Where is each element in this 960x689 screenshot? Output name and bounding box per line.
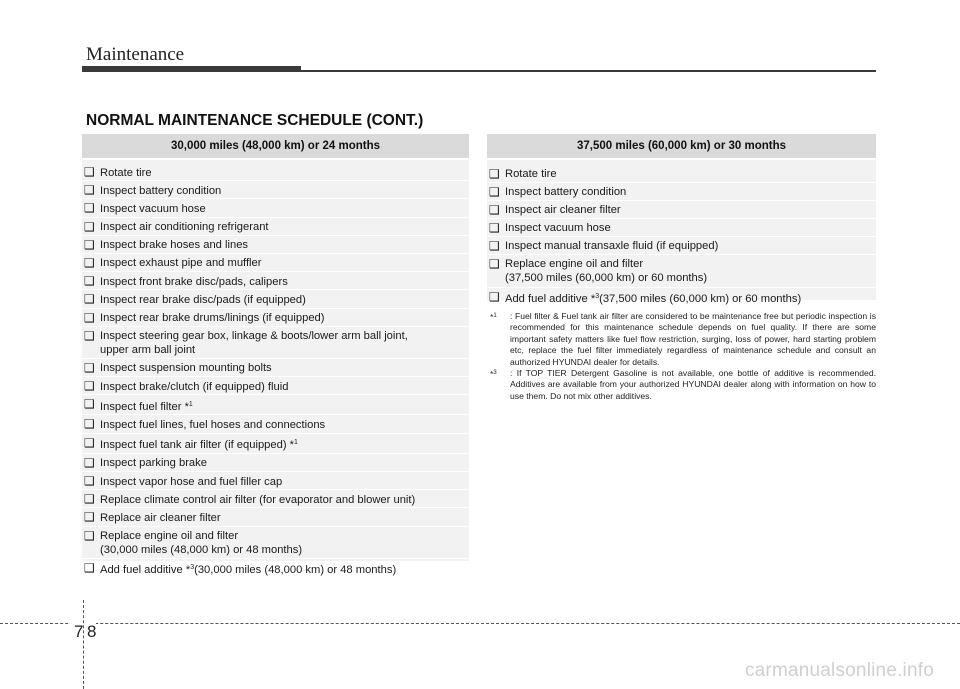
checklist-item	[487, 237, 876, 255]
item-text: Replace engine oil and filter	[505, 258, 644, 271]
item-text: Inspect exhaust pipe and muffler	[100, 257, 262, 270]
footnote-text: : Fuel filter & Fuel tank air filter are considered to be maintenance free but periodic inspection is recommended for this maintenance schedule depends on fuel quality. If there are some important safety matters like fuel flow restriction, surging, loss of power, hard starting problem etc, replace the fuel filter immediately regardless of maintenance schedule and consult an authorized HYUNDAI dealer for details.	[510, 311, 876, 367]
checklist-item	[82, 199, 469, 217]
footnote-mark: *$^1$	[490, 312, 497, 322]
checklist-item	[82, 508, 469, 526]
checklist-item	[487, 183, 876, 201]
checkbox-icon: ❑	[84, 474, 95, 488]
item-text: Inspect fuel filter *	[100, 400, 189, 413]
schedule-37500-panel	[487, 134, 876, 305]
item-text: Inspect front brake disc/pads, calipers	[100, 275, 288, 288]
item-text: Replace engine oil and filter	[100, 530, 239, 543]
item-subtext: upper arm ball joint	[100, 344, 196, 357]
checkbox-icon: ❑	[84, 360, 95, 375]
checklist-item	[82, 359, 469, 377]
item-text: Inspect vapor hose and fuel filler cap	[100, 475, 283, 488]
checklist-item	[82, 254, 469, 272]
item-text: Inspect fuel tank air filter (if equipped) *	[100, 439, 295, 452]
checklist-item	[82, 236, 469, 254]
checklist-item	[82, 218, 469, 236]
item-text: Inspect brake hoses and lines	[100, 239, 249, 252]
checkbox-icon: ❑	[84, 219, 95, 234]
page-divider-vertical	[83, 600, 84, 689]
checklist-item	[82, 290, 469, 308]
checkbox-icon: ❑	[489, 257, 500, 272]
panel-heading: 30,000 miles (48,000 km) or 24 months	[82, 134, 469, 160]
checklist-item	[82, 559, 469, 579]
item-text: Rotate tire	[100, 166, 152, 179]
checklist-item	[82, 472, 469, 490]
checkbox-icon: ❑	[84, 237, 95, 252]
checklist-item	[82, 434, 469, 454]
checkbox-icon: ❑	[84, 455, 95, 470]
item-text: Add fuel additive *	[100, 564, 191, 577]
checklist-item	[82, 327, 469, 359]
checklist-item	[82, 415, 469, 433]
checklist-item	[487, 255, 876, 287]
footnote-ref: 3	[190, 564, 195, 572]
header-rule-thick	[82, 66, 301, 72]
checkbox-icon: ❑	[84, 183, 95, 198]
footnote	[490, 311, 876, 368]
checkbox-icon: ❑	[84, 379, 95, 394]
item-text: Add fuel additive *	[505, 292, 596, 305]
checkbox-icon: ❑	[489, 185, 500, 200]
checklist-item	[487, 201, 876, 219]
section-title: NORMAL MAINTENANCE SCHEDULE (CONT.)	[86, 112, 424, 129]
item-text: Inspect manual transaxle fluid (if equipped)	[505, 240, 719, 253]
checklist	[82, 160, 469, 579]
checkbox-icon: ❑	[84, 435, 95, 450]
watermark: carmanualsonline.info	[744, 660, 934, 681]
item-text: Inspect air conditioning refrigerant	[100, 221, 269, 234]
checklist-item	[82, 309, 469, 327]
panel-heading: 37,500 miles (60,000 km) or 30 months	[487, 134, 876, 160]
checklist-item	[82, 181, 469, 199]
checklist	[487, 160, 876, 308]
checkbox-icon: ❑	[84, 328, 95, 343]
item-text-after: (30,000 miles (48,000 km) or 48 months)	[194, 564, 397, 577]
item-text: Inspect rear brake disc/pads (if equipped)	[100, 293, 306, 306]
schedule-30000-panel	[82, 134, 469, 577]
checkbox-icon: ❑	[84, 310, 95, 325]
checkbox-icon: ❑	[84, 417, 95, 432]
item-text: Inspect steering gear box, linkage & boots/lower arm ball joint,	[100, 330, 408, 343]
checkbox-icon: ❑	[84, 492, 95, 507]
checkbox-icon: ❑	[489, 289, 500, 304]
item-text: Inspect parking brake	[100, 457, 207, 470]
chapter-number: 7	[74, 622, 84, 641]
item-text: Rotate tire	[505, 168, 557, 180]
checkbox-icon: ❑	[489, 239, 500, 254]
item-text: Inspect vacuum hose	[100, 202, 206, 215]
footnote	[490, 368, 876, 402]
item-subtext: (30,000 miles (48,000 km) or 48 months)	[100, 544, 303, 557]
checkbox-icon: ❑	[489, 221, 500, 236]
checkbox-icon: ❑	[84, 528, 95, 543]
item-text: Inspect battery condition	[100, 184, 222, 197]
page-divider-horizontal	[0, 623, 960, 624]
footnote-ref: 3	[595, 292, 600, 300]
checkbox-icon: ❑	[84, 560, 95, 575]
checklist-item	[82, 527, 469, 559]
checklist-item	[487, 165, 876, 183]
checklist-item	[82, 395, 469, 415]
checkbox-icon: ❑	[489, 167, 500, 181]
item-text: Inspect battery condition	[505, 186, 627, 199]
checkbox-icon: ❑	[84, 255, 95, 270]
checklist-item	[82, 490, 469, 508]
item-text: Inspect brake/clutch (if equipped) fluid	[100, 380, 289, 393]
checkbox-icon: ❑	[84, 397, 95, 412]
footnote-mark: *$^3$	[490, 369, 497, 380]
item-subtext: (37,500 miles (60,000 km) or 60 months)	[505, 272, 708, 285]
item-text: Inspect fuel lines, fuel hoses and connections	[100, 418, 326, 431]
item-text: Inspect rear brake drums/linings (if equipped)	[100, 312, 325, 324]
footnotes	[490, 311, 876, 402]
item-text: Replace air cleaner filter	[100, 511, 221, 524]
checkbox-icon: ❑	[84, 510, 95, 525]
header-rule-thin	[301, 70, 876, 72]
checklist-item	[487, 288, 876, 308]
checklist-item	[487, 219, 876, 237]
checklist-item	[82, 377, 469, 395]
checkbox-icon: ❑	[489, 203, 500, 218]
item-text: Inspect vacuum hose	[505, 222, 611, 235]
checkbox-icon: ❑	[84, 292, 95, 307]
footnote-ref: 1	[294, 439, 298, 447]
checklist-item	[82, 272, 469, 290]
page-number: 8	[87, 622, 97, 641]
item-text: Inspect air cleaner filter	[505, 204, 621, 217]
item-text-after: (37,500 miles (60,000 km) or 60 months)	[599, 292, 802, 305]
footnote-text: : If TOP TIER Detergent Gasoline is not available, one bottle of additive is recommended. Additives are available from your authorized HYUNDAI dealer along with information on how to use them. Do not mix other additives.	[510, 368, 876, 401]
header-title: Maintenance	[86, 44, 185, 65]
item-text: Replace climate control air filter (for evaporator and blower unit)	[100, 493, 416, 506]
checkbox-icon: ❑	[84, 274, 95, 289]
checklist-item	[82, 454, 469, 472]
checkbox-icon: ❑	[84, 201, 95, 216]
item-text: Inspect suspension mounting bolts	[100, 362, 272, 375]
checklist-item	[82, 163, 469, 181]
footnote-ref: 1	[188, 400, 193, 408]
checkbox-icon: ❑	[84, 165, 95, 179]
